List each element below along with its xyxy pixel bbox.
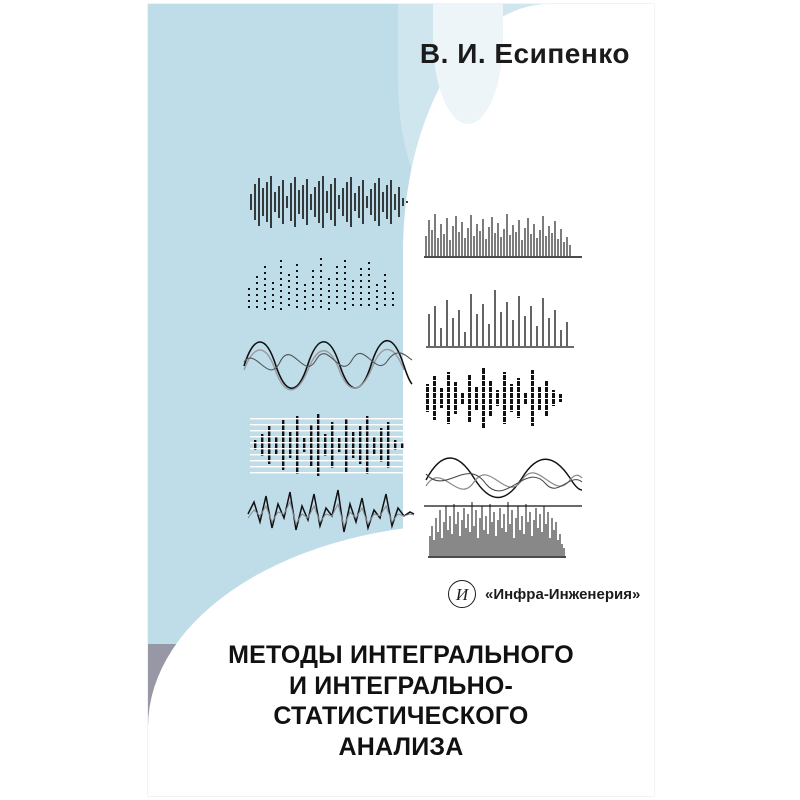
dotted-block-waveform-icon [422, 366, 568, 430]
title-line-4: АНАЛИЗА [338, 732, 464, 761]
book-title [188, 640, 614, 762]
book-cover-image [148, 4, 654, 796]
title-line-2: И ИНТЕГРАЛЬНО- [288, 671, 514, 700]
publisher-name: «Инфра-Инженерия» [485, 585, 641, 603]
dotted-spindle-waveform-icon [250, 412, 410, 478]
title-line-3: СТАТИСТИЧЕСКОГО [273, 702, 529, 730]
signal-graphics-collage [224, 174, 624, 574]
dense-noise-block-icon [428, 500, 568, 562]
stepped-bar-chart-icon [426, 284, 576, 354]
publisher-block [448, 580, 640, 608]
zigzag-oscillogram-icon [246, 484, 416, 542]
dense-waveform-bars-icon [248, 174, 418, 230]
title-line-1: МЕТОДЫ ИНТЕГРАЛЬНОГО [228, 641, 574, 669]
publisher-logo-icon: И [448, 580, 476, 608]
smooth-sine-curves-icon [242, 326, 414, 402]
author-name: В. И. Есипенко [419, 38, 630, 69]
noisy-spike-waveform-icon [424, 212, 584, 268]
dotted-bar-histogram-icon [244, 254, 404, 318]
